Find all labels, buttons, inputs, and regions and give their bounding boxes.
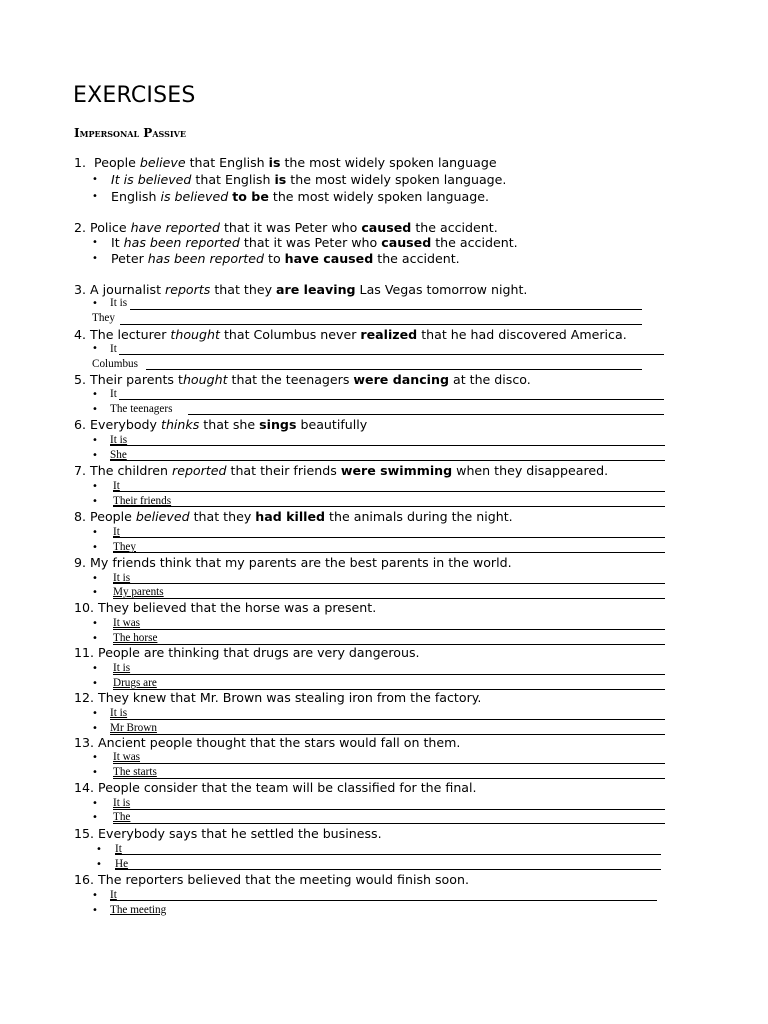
exercise-16-prompt-2[interactable]: The meeting bbox=[110, 904, 167, 916]
bullet-icon: • bbox=[92, 752, 98, 763]
exercise-7-prompt-1: It bbox=[113, 480, 120, 492]
bullet-icon: • bbox=[92, 298, 98, 309]
answer-line[interactable] bbox=[113, 823, 665, 824]
exercise-1-example-b: English is believed to be the most widely spoken language. bbox=[111, 189, 489, 204]
bullet-icon: • bbox=[92, 663, 98, 674]
answer-line[interactable] bbox=[113, 763, 665, 764]
answer-line[interactable] bbox=[110, 445, 665, 446]
bullet-icon: • bbox=[92, 587, 98, 598]
bullet-icon: • bbox=[92, 573, 98, 584]
bullet-icon: • bbox=[92, 343, 98, 354]
bullet-icon: • bbox=[92, 435, 98, 446]
answer-line[interactable] bbox=[113, 552, 665, 553]
exercise-5-prompt-1: It bbox=[110, 388, 117, 400]
answer-line[interactable] bbox=[113, 506, 665, 507]
answer-line[interactable] bbox=[130, 309, 642, 310]
exercise-2-example-a: It has been reported that it was Peter who caused the accident. bbox=[111, 235, 518, 250]
exercise-4-prompt-1: It bbox=[110, 343, 117, 355]
bullet-icon: • bbox=[92, 708, 98, 719]
exercise-5-sentence: 5. Their parents thought that the teenagers were dancing at the disco. bbox=[74, 372, 531, 387]
exercise-7-sentence: 7. The children reported that their friends were swimming when they disappeared. bbox=[74, 463, 609, 478]
exercise-12-sentence: 12. They knew that Mr. Brown was stealing iron from the factory. bbox=[74, 690, 482, 705]
exercise-16-sentence: 16. The reporters believed that the meeting would finish soon. bbox=[74, 872, 469, 887]
exercise-9-prompt-1: It is bbox=[113, 572, 131, 584]
exercise-1-sentence: 1. People believe that English is the most widely spoken language bbox=[74, 155, 497, 170]
page-title: EXERCISES bbox=[73, 83, 196, 108]
exercise-11-sentence: 11. People are thinking that drugs are very dangerous. bbox=[74, 645, 420, 660]
exercise-6-sentence: 6. Everybody thinks that she sings beautifully bbox=[74, 417, 368, 432]
bullet-icon: • bbox=[92, 618, 98, 629]
exercise-14-prompt-1: It is bbox=[113, 797, 131, 809]
bullet-icon: • bbox=[92, 798, 98, 809]
answer-line[interactable] bbox=[113, 778, 665, 779]
exercise-4-prompt-2: Columbus bbox=[92, 358, 139, 370]
exercise-11-prompt-2: Drugs are bbox=[113, 677, 157, 689]
exercise-2-sentence: 2. Police have reported that it was Peter who caused the accident. bbox=[74, 220, 498, 235]
bullet-icon: • bbox=[92, 237, 98, 248]
answer-line[interactable] bbox=[113, 537, 665, 538]
exercise-2-example-b: Peter has been reported to have caused the accident. bbox=[111, 251, 460, 266]
exercise-15-prompt-2: He bbox=[115, 858, 129, 870]
bullet-icon: • bbox=[92, 812, 98, 823]
exercise-9-sentence: 9. My friends think that my parents are the best parents in the world. bbox=[74, 555, 512, 570]
bullet-icon: • bbox=[96, 844, 102, 855]
exercise-13-prompt-1: It was bbox=[113, 751, 141, 763]
exercise-9-prompt-2: My parents bbox=[113, 586, 164, 598]
exercise-3-sentence: 3. A journalist reports that they are leaving Las Vegas tomorrow night. bbox=[74, 282, 528, 297]
answer-line[interactable] bbox=[113, 809, 665, 810]
exercise-4-sentence: 4. The lecturer thought that Columbus never realized that he had discovered America. bbox=[74, 327, 627, 342]
bullet-icon: • bbox=[92, 496, 98, 507]
exercise-7-prompt-2: Their friends bbox=[113, 495, 172, 507]
exercise-12-prompt-2: Mr Brown bbox=[110, 722, 157, 734]
answer-line[interactable] bbox=[110, 900, 657, 901]
answer-line[interactable] bbox=[113, 629, 665, 630]
answer-line[interactable] bbox=[110, 460, 665, 461]
answer-line[interactable] bbox=[110, 719, 665, 720]
exercise-8-sentence: 8. People believed that they had killed the animals during the night. bbox=[74, 509, 513, 524]
answer-line[interactable] bbox=[119, 399, 664, 400]
bullet-icon: • bbox=[92, 174, 98, 185]
bullet-icon: • bbox=[92, 767, 98, 778]
answer-line[interactable] bbox=[146, 369, 642, 370]
exercise-14-prompt-2: The bbox=[113, 811, 131, 823]
exercise-1-example-a: It is believed that English is the most widely spoken language. bbox=[111, 172, 507, 187]
bullet-icon: • bbox=[92, 191, 98, 202]
exercise-10-prompt-1: It was bbox=[113, 617, 141, 629]
exercise-14-sentence: 14. People consider that the team will be classified for the final. bbox=[74, 780, 477, 795]
exercise-15-prompt-1: It bbox=[115, 843, 122, 855]
exercise-6-prompt-2: She bbox=[110, 449, 127, 461]
exercise-15-sentence: 15. Everybody says that he settled the business. bbox=[74, 826, 382, 841]
bullet-icon: • bbox=[92, 404, 98, 415]
section-subtitle: Impersonal Passive bbox=[74, 126, 186, 140]
bullet-icon: • bbox=[92, 481, 98, 492]
bullet-icon: • bbox=[92, 633, 98, 644]
answer-line[interactable] bbox=[119, 354, 664, 355]
bullet-icon: • bbox=[92, 890, 98, 901]
exercise-10-sentence: 10. They believed that the horse was a present. bbox=[74, 600, 377, 615]
answer-line[interactable] bbox=[113, 583, 665, 584]
exercise-12-prompt-1: It is bbox=[110, 707, 128, 719]
exercise-6-prompt-1: It is bbox=[110, 434, 128, 446]
exercise-13-sentence: 13. Ancient people thought that the stars would fall on them. bbox=[74, 735, 461, 750]
bullet-icon: • bbox=[92, 905, 98, 916]
exercise-10-prompt-2: The horse bbox=[113, 632, 158, 644]
answer-line[interactable] bbox=[113, 491, 665, 492]
bullet-icon: • bbox=[92, 542, 98, 553]
bullet-icon: • bbox=[92, 527, 98, 538]
exercise-3-prompt-1: It is bbox=[110, 297, 128, 309]
exercise-11-prompt-1: It is bbox=[113, 662, 131, 674]
answer-line[interactable] bbox=[115, 854, 661, 855]
answer-line[interactable] bbox=[113, 674, 665, 675]
answer-line[interactable] bbox=[113, 598, 665, 599]
answer-line[interactable] bbox=[115, 869, 661, 870]
bullet-icon: • bbox=[92, 253, 98, 264]
bullet-icon: • bbox=[92, 389, 98, 400]
exercise-3-prompt-2: They bbox=[92, 312, 115, 324]
exercise-8-prompt-2: They bbox=[113, 541, 136, 553]
answer-line[interactable] bbox=[188, 414, 664, 415]
answer-line[interactable] bbox=[120, 324, 642, 325]
exercise-8-prompt-1: It bbox=[113, 526, 120, 538]
exercise-5-prompt-2: The teenagers bbox=[110, 403, 173, 415]
bullet-icon: • bbox=[96, 859, 102, 870]
bullet-icon: • bbox=[92, 450, 98, 461]
exercise-13-prompt-2: The starts bbox=[113, 766, 157, 778]
bullet-icon: • bbox=[92, 678, 98, 689]
bullet-icon: • bbox=[92, 723, 98, 734]
exercise-16-prompt-1: It bbox=[110, 889, 117, 901]
